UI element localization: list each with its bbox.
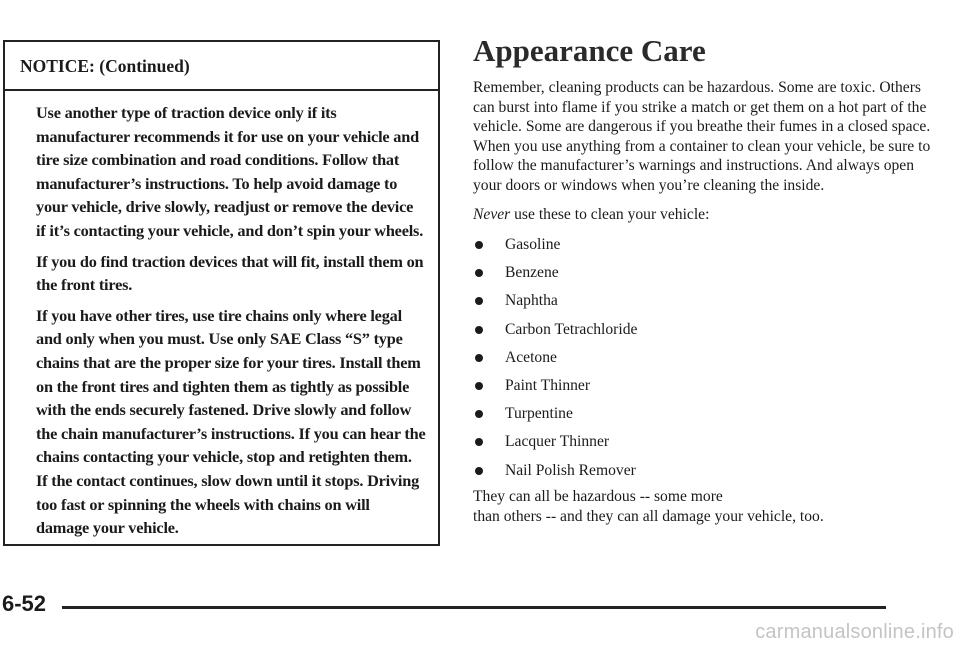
notice-heading: NOTICE: (Continued) [5,42,438,91]
footer-rule [62,606,886,609]
list-item [473,372,943,400]
list-item [473,316,943,344]
intro-paragraph: Remember, cleaning products can be hazardous. Some are toxic. Others can burst into flame if you strike a match or get them on a hot part of the vehicle. Some are dangerous if you breathe their fumes in a closed space. When you use anything from a container to clean your vehicle, be sure to follow the manufacturer’s warnings and instructions. And always open your doors or windows when you’re cleaning the inside. [473,79,931,194]
list-item [473,457,943,485]
list-item-label: Turpentine [505,405,573,423]
bullet-dot-icon [475,354,483,362]
list-item-label: Carbon Tetrachloride [505,320,638,338]
bullet-dot-icon [475,241,483,249]
page-number: 6-52 [2,591,47,616]
watermark: carmanualsonline.info [755,621,954,643]
bullet-dot-icon [475,297,483,305]
hazard-list [473,231,943,485]
bullet-dot-icon [475,410,483,418]
list-item-label: Nail Polish Remover [505,461,636,479]
list-item-label: Gasoline [505,236,561,254]
never-word: Never [473,206,511,223]
notice-body [5,91,438,540]
list-item [473,344,943,372]
notice-paragraph: If you do find traction devices that will fit, install them on the front tires. [36,251,424,295]
list-item [473,259,943,287]
closing-paragraph [473,487,943,527]
closing-line-1: They can all be hazardous -- some more [473,487,723,505]
bullet-dot-icon [475,382,483,390]
never-line [473,205,943,225]
list-item-label: Paint Thinner [505,377,591,395]
closing-line-2: than others -- and they can all damage your vehicle, too. [473,507,824,525]
notice-box [3,40,440,546]
section-title: Appearance Care [473,33,706,68]
list-item-label: Lacquer Thinner [505,433,610,451]
bullet-dot-icon [475,326,483,334]
bullet-dot-icon [475,467,483,475]
list-item-label: Naphtha [505,292,558,310]
bullet-dot-icon [475,269,483,277]
bullet-dot-icon [475,438,483,446]
notice-paragraph: If you have other tires, use tire chains only where legal and only when you must. Use only SAE Class “S” type chains that are the proper size for your tires. Install them on the front tires and tighten them as tightly as possible with the ends securely fastened. Drive slowly and follow the chain manufacturer’s instructions. If you can hear the chains contacting your vehicle, stop and retighten them. If the contact continues, slow down until it stops. Driving too fast or spinning the wheels with chains on will damage your vehicle. [36,305,426,538]
notice-paragraph: Use another type of traction device only if its manufacturer recommends it for use on your vehicle and tire size combination and road conditions. Follow that manufacturer’s instructions. To help avoid damage to your vehicle, drive slowly, readjust or remove the device if it’s contacting your vehicle, and don’t spin your wheels. [36,103,424,240]
list-item-label: Acetone [505,348,557,366]
list-item [473,287,943,315]
list-item [473,428,943,456]
appearance-care-section [473,32,943,527]
list-item-label: Benzene [505,264,559,282]
list-item [473,231,943,259]
never-rest: use these to clean your vehicle: [510,206,710,223]
list-item [473,400,943,428]
